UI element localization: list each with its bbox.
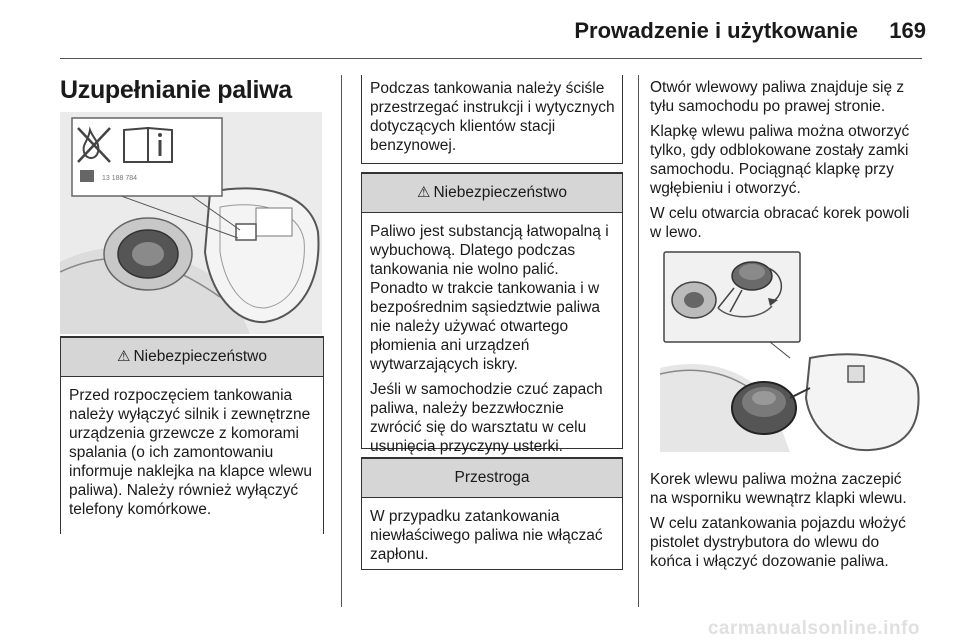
caution-box bbox=[361, 457, 623, 570]
running-header-title: Prowadzenie i użytkowanie bbox=[574, 18, 858, 43]
paragraph: Otwór wlewowy paliwa znajduje się z tyłu samochodu po prawej stronie. bbox=[650, 79, 905, 115]
warning-triangle-icon: ⚠ bbox=[117, 348, 131, 365]
intro-note-body bbox=[362, 75, 622, 169]
column-divider-left bbox=[341, 75, 342, 607]
column-divider-right bbox=[638, 75, 639, 607]
warning-box-header bbox=[61, 338, 323, 377]
warning-box-header bbox=[362, 174, 622, 213]
intro-note-box bbox=[361, 75, 623, 164]
caution-title: Przestroga bbox=[454, 469, 530, 486]
header-divider bbox=[60, 58, 922, 59]
figure-code: 13 188 784 bbox=[102, 175, 138, 182]
column3-top-text bbox=[650, 78, 922, 248]
fuel-cap-illustration bbox=[660, 248, 922, 452]
warning-text-paragraph: Paliwo jest substancją łatwopalną i wybuchową. Dlatego podczas tankowania nie wolno palić. Ponadto w trakcie tankowania i w bezpośrednim sąsiedztwie paliwa nie należy używać otwartego płomienia ani urządzeń wytwarzających iskry. bbox=[370, 223, 609, 373]
column3-bottom-text bbox=[650, 470, 922, 577]
fuel-flap-illustration bbox=[60, 112, 322, 334]
warning-box-engine bbox=[60, 336, 324, 534]
paragraph: W celu zatankowania pojazdu włożyć pistolet dystrybutora do wlewu do końca i włączyć dozowanie paliwa. bbox=[650, 515, 906, 570]
warning-body bbox=[61, 377, 323, 533]
warning-triangle-icon: ⚠ bbox=[417, 184, 431, 201]
gm-logo-icon bbox=[80, 170, 94, 182]
warning-body bbox=[362, 213, 622, 470]
page-number: 169 bbox=[889, 18, 926, 43]
caution-text: W przypadku zatankowania niewłaściwego paliwa nie włączać zapłonu. bbox=[370, 508, 603, 563]
warning-title: Niebezpieczeństwo bbox=[433, 184, 567, 201]
paragraph: Klapkę wlewu paliwa można otworzyć tylko, gdy odblokowane zostały zamki samochodu. Pociągnąć klapkę przy wgłębieniu i otworzyć. bbox=[650, 123, 910, 197]
warning-box-fuel bbox=[361, 172, 623, 455]
paragraph: Korek wlewu paliwa można zaczepić na wsporniku wewnątrz klapki wlewu. bbox=[650, 471, 907, 507]
intro-note-text: Podczas tankowania należy ściśle przestrzegać instrukcji i wytycznych dotyczących klientów stacji benzynowej. bbox=[370, 80, 615, 154]
fuel-flap-drawing bbox=[60, 112, 322, 334]
fuel-cap-drawing bbox=[660, 248, 922, 452]
paragraph: W celu otwarcia obracać korek powoli w lewo. bbox=[650, 205, 910, 241]
caution-box-header bbox=[362, 459, 622, 498]
section-title: Uzupełnianie paliwa bbox=[60, 76, 292, 104]
warning-title: Niebezpieczeństwo bbox=[133, 348, 267, 365]
watermark-text: carmanualsonline.info bbox=[707, 618, 920, 639]
warning-text: Przed rozpoczęciem tankowania należy wyłączyć silnik i zewnętrzne urządzenia grzewcze z komorami spalania (o ich zamontowaniu informuje naklejka na klapce wlewu paliwa). Należy również wyłączyć telefony komórkowe. bbox=[69, 387, 312, 518]
caution-body bbox=[362, 498, 622, 578]
warning-text-paragraph: Jeśli w samochodzie czuć zapach paliwa, należy bezzwłocznie zwrócić się do warsztatu w celu usunięcia przyczyny usterki. bbox=[370, 381, 603, 455]
